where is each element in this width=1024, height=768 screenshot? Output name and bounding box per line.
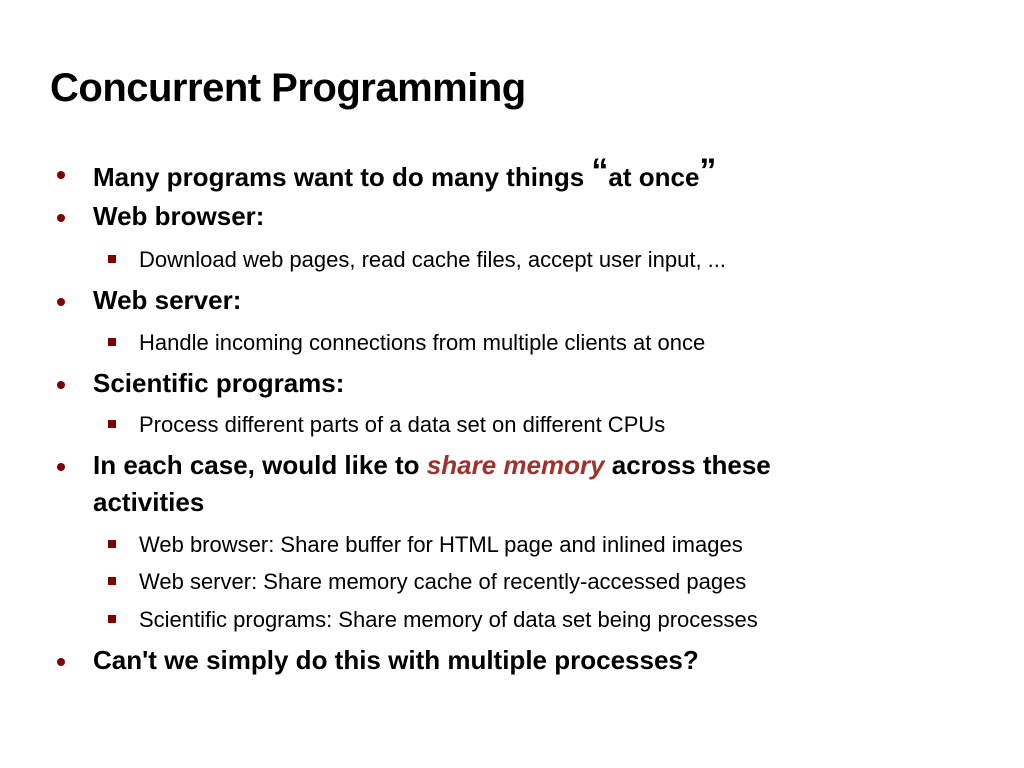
bullet-many-programs bbox=[93, 152, 717, 193]
slide-title: Concurrent Programming bbox=[50, 66, 526, 110]
bullet-text: Scientific programs: bbox=[93, 368, 345, 398]
sub-bullet-text: Scientific programs: Share memory of data set being processes bbox=[139, 607, 758, 632]
sub-bullet-square-icon bbox=[108, 615, 116, 623]
sub-bullet-text: Web server: Share memory cache of recently-accessed pages bbox=[139, 569, 747, 594]
bullet-web-server bbox=[93, 285, 241, 316]
sub-bullet-square-icon bbox=[108, 577, 116, 585]
bullet-text: Can't we simply do this with multiple processes? bbox=[93, 645, 699, 675]
bullet-text: Web browser: bbox=[93, 201, 265, 231]
bullet-text: In each case, would like to bbox=[93, 450, 427, 480]
sub-bullet-text: Web browser: Share buffer for HTML page and inlined images bbox=[139, 532, 743, 557]
sub-bullet-share-server bbox=[139, 569, 746, 595]
open-quote: “ bbox=[591, 152, 609, 190]
sub-bullet-text: Download web pages, read cache files, accept user input, ... bbox=[139, 247, 727, 272]
sub-bullet-share-browser bbox=[139, 532, 743, 558]
bullet-dot-icon bbox=[57, 658, 65, 666]
sub-bullet-square-icon bbox=[108, 540, 116, 548]
bullet-dot-icon bbox=[57, 214, 65, 222]
quoted-text: at once bbox=[608, 162, 700, 192]
sub-bullet-text: Process different parts of a data set on different CPUs bbox=[139, 412, 666, 437]
sub-bullet-text: Handle incoming connections from multiple clients at once bbox=[139, 330, 706, 355]
bullet-text: Many programs want to do many things bbox=[93, 162, 592, 192]
bullet-share-memory bbox=[93, 450, 771, 481]
close-quote: ” bbox=[699, 152, 717, 190]
bullet-dot-icon bbox=[57, 463, 65, 471]
bullet-multiple-processes bbox=[93, 645, 699, 676]
bullet-dot-icon bbox=[57, 171, 65, 179]
bullet-share-memory-continuation bbox=[93, 487, 204, 518]
bullet-dot-icon bbox=[57, 381, 65, 389]
bullet-text-after: across these bbox=[604, 450, 771, 480]
sub-bullet-web-browser bbox=[139, 247, 726, 273]
bullet-scientific-programs bbox=[93, 368, 344, 399]
bullet-text-continuation: activities bbox=[93, 487, 205, 517]
bullet-web-browser bbox=[93, 201, 264, 232]
sub-bullet-square-icon bbox=[108, 338, 116, 346]
sub-bullet-square-icon bbox=[108, 420, 116, 428]
sub-bullet-square-icon bbox=[108, 255, 116, 263]
sub-bullet-web-server bbox=[139, 330, 705, 356]
sub-bullet-share-scientific bbox=[139, 607, 758, 633]
emphasis-share-memory: share memory bbox=[426, 450, 605, 480]
bullet-dot-icon bbox=[57, 298, 65, 306]
sub-bullet-scientific bbox=[139, 412, 665, 438]
bullet-text: Web server: bbox=[93, 285, 242, 315]
